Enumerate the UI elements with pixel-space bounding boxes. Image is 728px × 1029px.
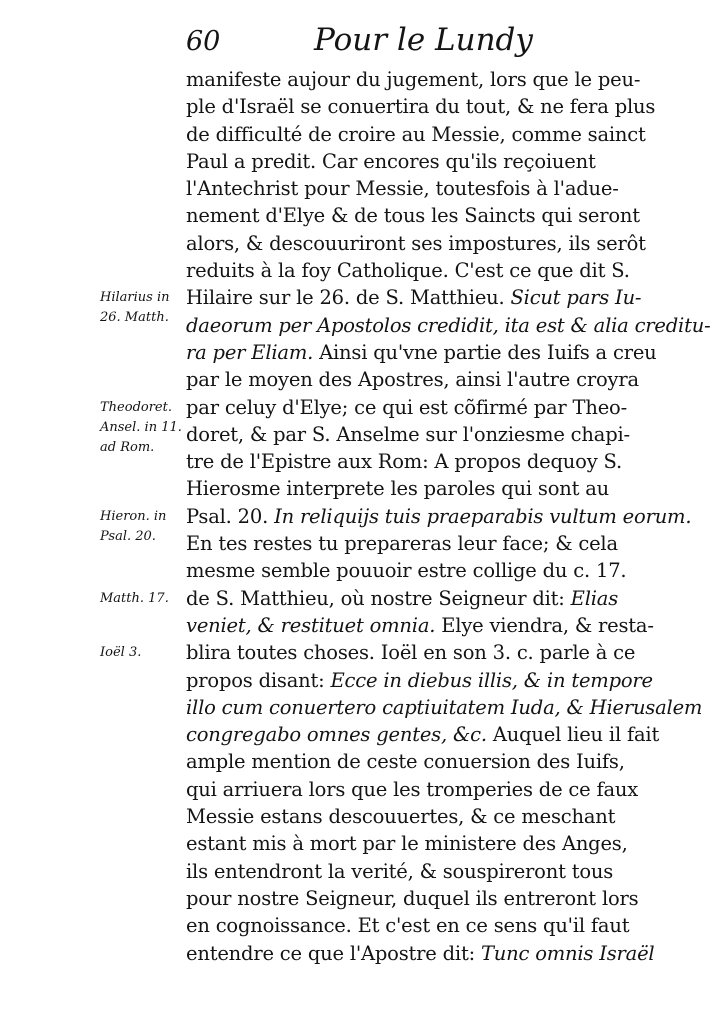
margin-note-line: 26. Matth. — [100, 310, 169, 326]
text-line — [186, 448, 622, 475]
line-text: l'Antechrist pour Messie, toutesfois à l'adue- — [186, 177, 619, 201]
line-text: qui arriuera lors que les tromperies de ce faux — [186, 777, 639, 801]
line-text: reduits à la foy Catholique. C'est ce que dit S. — [186, 259, 630, 283]
margin-note — [100, 288, 184, 328]
latin-quote: veniet, & restituet omnia. — [186, 613, 436, 637]
text-line — [186, 612, 654, 639]
margin-note-line: Psal. 20. — [100, 528, 156, 544]
running-title: Pour le Lundy — [314, 22, 533, 58]
line-text: mesme semble pouuoir estre collige du c. 17. — [186, 559, 627, 583]
text-line — [186, 830, 628, 857]
latin-quote: daeorum per Apostolos credidit, ita est & alia creditu- — [186, 313, 711, 337]
line-text: de difficulté de croire au Messie, comme sainct — [186, 122, 646, 146]
text-line — [186, 803, 616, 830]
line-text: Hilaire sur le 26. de S. Matthieu. — [186, 286, 511, 310]
line-text: Paul a predit. Car encores qu'ils reçoiuent — [186, 149, 596, 173]
text-line — [186, 776, 639, 803]
latin-quote: In reliquijs tuis praeparabis vultum eorum. — [274, 504, 692, 528]
text-line — [186, 202, 640, 229]
text-line — [186, 148, 596, 175]
line-text: estant mis à mort par le ministere des Anges, — [186, 832, 628, 856]
line-text: pour nostre Seigneur, duquel ils entreront lors — [186, 886, 639, 910]
text-line — [186, 257, 630, 284]
latin-quote: Elias — [570, 586, 619, 610]
text-line — [186, 748, 625, 775]
line-text: ple d'Israël se conuertira du tout, & ne fera plus — [186, 95, 656, 119]
line-text: Elye viendra, & resta- — [435, 613, 654, 637]
text-line — [186, 639, 636, 666]
text-line — [186, 721, 660, 748]
margin-note-line: Theodoret. — [100, 399, 172, 415]
latin-quote: Ecce in diebus illis, & in tempore — [330, 668, 653, 692]
latin-quote: ra per Eliam. — [186, 340, 314, 364]
line-text: nement d'Elye & de tous les Saincts qui seront — [186, 204, 640, 228]
running-header — [186, 20, 578, 64]
line-text: Messie estans descouuertes, & ce meschant — [186, 805, 616, 829]
line-text: entendre ce que l'Apostre dit: — [186, 941, 481, 965]
text-line — [186, 694, 703, 721]
margin-note-line: Ioël 3. — [100, 645, 142, 661]
text-line — [186, 940, 655, 967]
text-line — [186, 585, 619, 612]
line-text: doret, & par S. Anselme sur l'onziesme chapi- — [186, 422, 630, 446]
margin-note — [100, 643, 184, 663]
text-line — [186, 230, 646, 257]
latin-quote: illo cum conuertero captiuitatem Iuda, & Hierusalem — [186, 695, 703, 719]
text-line — [186, 339, 657, 366]
margin-note-line: Ansel. in 11. — [100, 419, 182, 435]
line-text: par le moyen des Apostres, ainsi l'autre croyra — [186, 368, 639, 392]
text-line — [186, 885, 639, 912]
text-line — [186, 912, 630, 939]
margin-note-line: Hilarius in — [100, 290, 170, 306]
line-text: propos disant: — [186, 668, 331, 692]
text-line — [186, 421, 630, 448]
line-text: par celuy d'Elye; ce qui est cõfirmé par Theo- — [186, 395, 627, 419]
text-line — [186, 858, 614, 885]
latin-quote: Sicut pars Iu- — [510, 286, 642, 310]
latin-quote: Tunc omnis Israël — [480, 941, 655, 965]
line-text: Ainsi qu'vne partie des Iuifs a creu — [313, 340, 657, 364]
line-text: ils entendront la verité, & souspireront tous — [186, 859, 614, 883]
line-text: manifeste aujour du jugement, lors que le peu- — [186, 68, 641, 91]
text-line — [186, 557, 627, 584]
text-line — [186, 475, 610, 502]
text-line — [186, 394, 627, 421]
latin-quote: congregabo omnes gentes, &c. — [186, 723, 487, 747]
margin-note — [100, 398, 184, 458]
text-line — [186, 284, 642, 311]
text-line — [186, 366, 639, 393]
margin-note — [100, 507, 184, 547]
line-text: En tes restes tu prepareras leur face; & cela — [186, 532, 618, 556]
text-line — [186, 312, 711, 339]
line-text: alors, & descouuriront ses impostures, ils serôt — [186, 231, 646, 255]
text-line — [186, 175, 619, 202]
text-line — [186, 93, 656, 120]
line-text: Psal. 20. — [186, 504, 275, 528]
page-number: 60 — [186, 26, 221, 57]
margin-note-line: ad Rom. — [100, 439, 155, 455]
line-text: Hierosme interprete les paroles qui sont au — [186, 477, 610, 501]
line-text: tre de l'Epistre aux Rom: A propos dequoy S. — [186, 450, 622, 474]
margin-note — [100, 589, 184, 609]
text-line — [186, 503, 692, 530]
text-line — [186, 66, 641, 93]
line-text: en cognoissance. Et c'est en ce sens qu'il faut — [186, 914, 630, 938]
line-text: blira toutes choses. Ioël en son 3. c. parle à ce — [186, 641, 636, 665]
text-line — [186, 530, 618, 557]
line-text: ample mention de ceste conuersion des Iuifs, — [186, 750, 625, 774]
text-line — [186, 667, 653, 694]
text-line — [186, 121, 646, 148]
text-block — [186, 66, 711, 967]
line-text: Auquel lieu il fait — [486, 723, 660, 747]
margin-note-line: Hieron. in — [100, 508, 167, 524]
margin-note-line: Matth. 17. — [100, 590, 169, 606]
line-text: de S. Matthieu, où nostre Seigneur dit: — [186, 586, 571, 610]
